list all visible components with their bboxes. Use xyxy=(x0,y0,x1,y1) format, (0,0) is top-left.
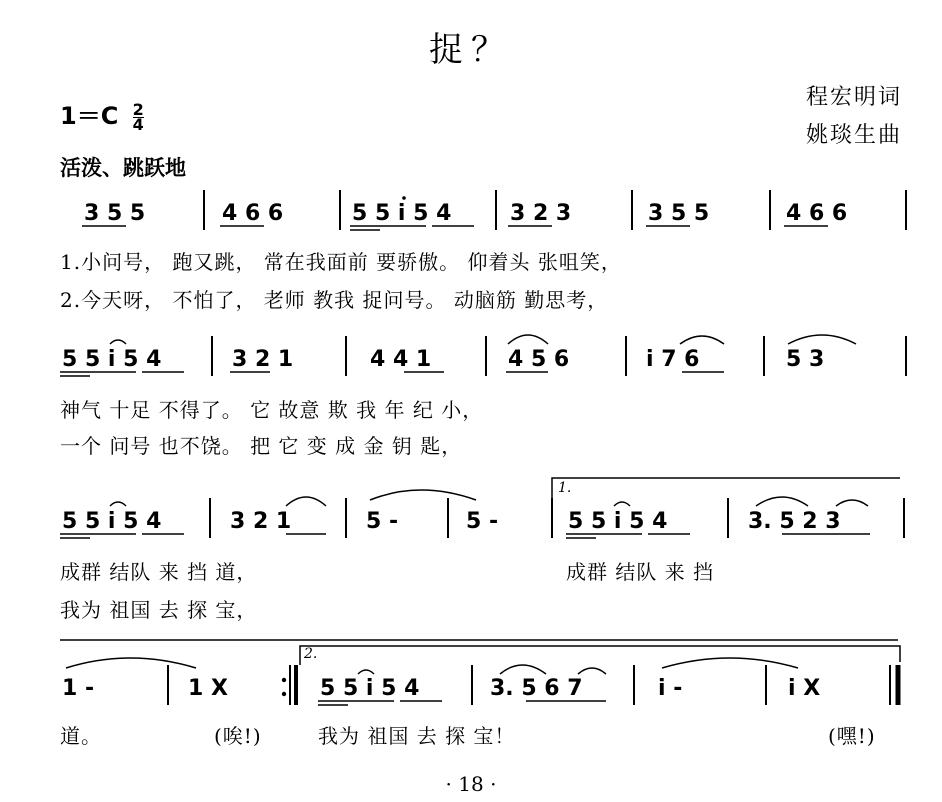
notes-m19: 1 - xyxy=(62,676,95,701)
slur xyxy=(508,335,548,344)
notes-m22: 3. 5 6 7 xyxy=(490,676,583,701)
slur xyxy=(788,335,856,344)
notes-m16: 5 - xyxy=(466,509,499,534)
lyrics-s3-a: 成群 结队 来 挡 道， xyxy=(60,560,258,584)
time-sig-bottom: 4 xyxy=(132,114,144,134)
lyrics-s2-v1: 神气 十足 不得了。 它 故意 欺 我 年 纪 小， xyxy=(60,398,484,422)
notes-m20: 1 X xyxy=(188,676,228,701)
repeat-sign xyxy=(282,665,296,705)
slur xyxy=(614,502,630,506)
slur xyxy=(110,340,126,344)
slur xyxy=(756,497,808,506)
notes-m2: 4 6 6 xyxy=(222,201,284,226)
tie xyxy=(66,658,196,668)
notes-m11: i 7 6 xyxy=(646,347,700,372)
lyricist-credit: 程宏明词 xyxy=(805,85,902,110)
notes-m4: 3 2 3 xyxy=(510,201,572,226)
volta-1-label: 1. xyxy=(558,480,572,496)
notes-m1: 3 5 5 xyxy=(84,201,146,226)
notes-m17: 5 5 i 5 4 xyxy=(568,509,668,534)
lyrics-s4-c: 我为 祖国 去 探 宝！ xyxy=(318,724,516,748)
time-sig-top: 2 xyxy=(132,99,144,119)
slur xyxy=(110,502,126,506)
slur xyxy=(358,670,374,674)
volta-2-label: 2. xyxy=(304,646,318,662)
volta-2-bracket xyxy=(300,646,900,665)
tie xyxy=(662,658,798,668)
final-barline xyxy=(890,665,898,705)
notes-m6: 4 6 6 xyxy=(786,201,848,226)
notes-m14: 3 2 1 xyxy=(230,509,292,534)
notes-m13: 5 5 i 5 4 xyxy=(62,509,162,534)
slur xyxy=(286,497,326,506)
notes-m8: 3 2 1 xyxy=(232,347,294,372)
notes-m24: i X xyxy=(788,676,821,701)
slur xyxy=(500,665,546,674)
tempo-marking: 活泼、跳跃地 xyxy=(60,155,186,180)
lyrics-s4-a: 道。 xyxy=(60,724,102,748)
lyrics-s4-b: (唉!) xyxy=(214,724,262,748)
lyrics-s3-c: 我为 祖国 去 探 宝， xyxy=(60,598,258,622)
slur xyxy=(836,500,868,506)
notes-m7: 5 5 i 5 4 xyxy=(62,347,162,372)
lyrics-s1-v1: 1.小问号， 跑又跳， 常在我面前 要骄傲。 仰着头 张咀笑， xyxy=(60,250,622,274)
notes-m5: 3 5 5 xyxy=(648,201,710,226)
page-number: · 18 · xyxy=(445,772,497,796)
notes-m23: i - xyxy=(658,676,683,701)
tie xyxy=(370,490,476,500)
lyrics-s3-b: 成群 结队 来 挡 xyxy=(566,560,715,584)
notes-m15: 5 - xyxy=(366,509,399,534)
notes-m12: 5 3 xyxy=(786,347,825,372)
volta-1-bracket xyxy=(552,478,900,498)
slur xyxy=(578,668,606,674)
lyrics-s1-v2: 2.今天呀， 不怕了， 老师 教我 捉问号。 动脑筋 勤思考， xyxy=(60,288,609,312)
notes-m10: 4 5 6 xyxy=(508,347,570,372)
key-label: 1＝C xyxy=(60,102,119,130)
notes-m9: 4 4 1 xyxy=(370,347,432,372)
notes-m18: 3. 5 2 3 xyxy=(748,509,841,534)
lyrics-s2-v2: 一个 问号 也不饶。 把 它 变 成 金 钥 匙， xyxy=(60,434,463,458)
notes-m21: 5 5 i 5 4 xyxy=(320,676,420,701)
composer-credit: 姚琰生曲 xyxy=(805,123,902,148)
slur xyxy=(680,336,724,344)
notes-m3: 5 5 i 5 4 xyxy=(352,201,452,226)
lyrics-s4-d: (嘿!) xyxy=(828,724,876,748)
song-title: 捉？ xyxy=(429,30,513,70)
